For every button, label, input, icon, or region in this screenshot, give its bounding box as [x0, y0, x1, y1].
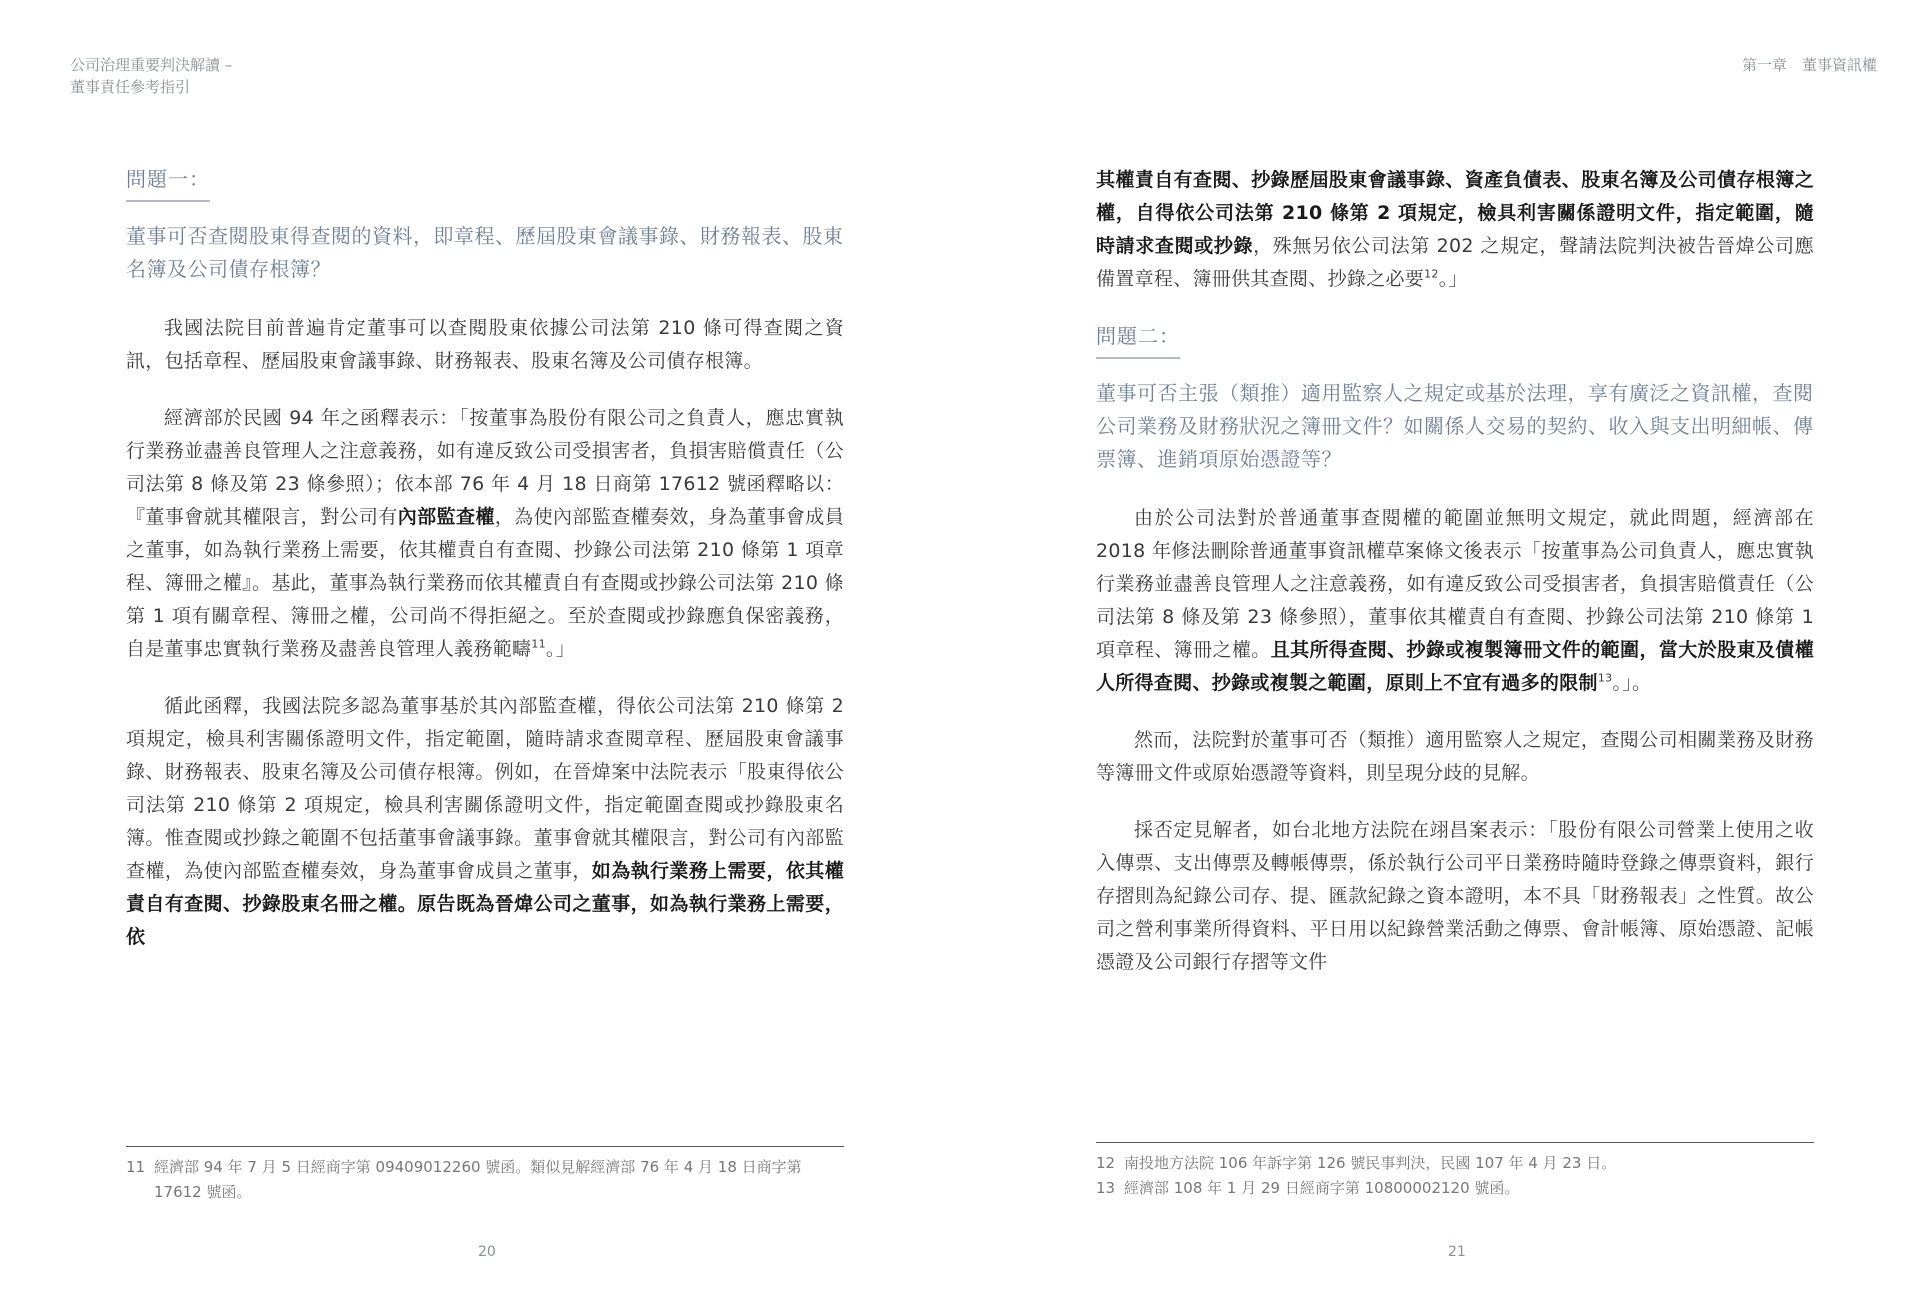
footnote: 11 經濟部 94 年 7 月 5 日經商字第 09409012260 號函。類似見解經濟部 76 年 4 月 18 日商字第 17612 號函。 [126, 1158, 802, 1201]
paragraph: 經濟部於民國 94 年之函釋表示：「按董事為股份有限公司之負責人，應忠實執行業務並盡善良管理人之注意義務，如有違反致公司受損害者，負損害賠償責任（公司法第 8 條及第 23 條參照）；依本部 76 年 4 月 18 日商第 17612 號函釋略以：『董事會就其權限言，對公司有內部監查權，為使內部監查權奏效，身為董事會成員之董事，如為執行業務上需要，依其權責自有查閱、抄錄公司法第 210 條第 1 項章程、簿冊之權』。基此，董事為執行業務而依其權責自有查閱或抄錄公司法第 210 條第 1 項有關章程、簿冊之權，公司尚不得拒絕之。至於查閱或抄錄應負保密義務，自是董事忠實執行業務及盡善良管理人義務範疇$^{11}$。」 [126, 407, 844, 660]
footnote: 12 南投地方法院 106 年訴字第 126 號民事判決，民國 107 年 4 月 23 日。 [1096, 1154, 1617, 1172]
footnote: 13 經濟部 108 年 1 月 29 日經商字第 10800002120 號函。 [1096, 1179, 1520, 1197]
question-2-text: 董事可否主張（類推）適用監察人之規定或基於法理，享有廣泛之資訊權，查閱公司業務及財務狀況之簿冊文件？如關係人交易的契約、收入與支出明細帳、傳票簿、進銷項原始憑證等？ [1096, 381, 1814, 471]
paragraph: 由於公司法對於普通董事查閱權的範圍並無明文規定，就此問題，經濟部在 2018 年修法刪除普通董事資訊權草案條文後表示「按董事為公司負責人，應忠實執行業務並盡善良管理人之注意義務，如有違反致公司受損害者，負損害賠償責任（公司法第 8 條及第 23 條參照），董事依其權責自有查閱、抄錄公司法第 210 條第 1 項章程、簿冊之權。且其所得查閱、抄錄或複製簿冊文件的範圍，當大於股東及債權人所得查閱、抄錄或複製之範圍，原則上不宜有過多的限制$^{13}$。」。 [1096, 507, 1815, 694]
paragraph: 採否定見解者，如台北地方法院在翊昌案表示：「股份有限公司營業上使用之收入傳票、支出傳票及轉帳傳票，係於執行公司平日業務時隨時登錄之傳票資料，銀行存摺則為紀錄公司存、提、匯款紀錄之資本證明，本不具「財務報表」之性質。故公司之營利事業所得資料、平日用以紀錄營業活動之傳票、會計帳簿、原始憑證、記帳憑證及公司銀行存摺等文件 [1096, 819, 1814, 973]
running-head-left [70, 54, 232, 98]
footnote-ref: 11 [531, 637, 546, 651]
paragraph: 其權責自有查閱、抄錄歷屆股東會議事錄、資產負債表、股東名簿及公司債存根簿之權，自得依公司法第 210 條第 2 項規定，檢具利害關係證明文件，指定範圍，隨時請求查閱或抄錄，殊無另依公司法第 202 之規定，聲請法院判決被告晉煒公司應備置章程、簿冊供其查閱、抄錄之必要$^{12}$。」 [1096, 169, 1814, 290]
footnotes-right [1096, 1142, 1814, 1201]
footnotes-left [126, 1146, 844, 1205]
book-title: 公司治理重要判決解讀 – [70, 56, 233, 74]
book-subtitle: 董事責任參考指引 [70, 78, 191, 96]
right-content [1096, 164, 1814, 1003]
question-1-text: 董事可否查閱股東得查閱的資料，即章程、歷屆股東會議事錄、財務報表、股東名簿及公司債存根簿？ [126, 224, 844, 281]
footnote-ref: 13 [1597, 671, 1613, 685]
page-number: 21 [1448, 1244, 1466, 1260]
footnote-rule [1096, 1142, 1814, 1143]
question-2-heading: 問題二： [1096, 320, 1180, 359]
left-content [126, 163, 844, 978]
page-number: 20 [478, 1244, 496, 1260]
paragraph: 我國法院目前普遍肯定董事可以查閱股東依據公司法第 210 條可得查閱之資訊，包括章程、歷屆股東會議事錄、財務報表、股東名簿及公司債存根簿。 [126, 317, 844, 372]
running-head-right: 第一章 董事資訊權 [1741, 56, 1877, 74]
footnote-rule [126, 1146, 844, 1147]
paragraph: 循此函釋，我國法院多認為董事基於其內部監查權，得依公司法第 210 條第 2 項規定，檢具利害關係證明文件，指定範圍，隨時請求查閱章程、歷屆股東會議事錄、財務報表、股東名簿及公司債存根簿。例如，在晉煒案中法院表示「股東得依公司法第 210 條第 2 項規定，檢具利害關係證明文件，指定範圍查閱或抄錄股東名簿。惟查閱或抄錄之範圍不包括董事會議事錄。董事會就其權限言，對公司有內部監查權，為使內部監查權奏效，身為董事會成員之董事，如為執行業務上需要，依其權責自有查閱、抄錄股東名冊之權。原告既為晉煒公司之董事，如為執行業務上需要，依 [126, 695, 844, 948]
question-1-heading: 問題一： [126, 163, 210, 202]
paragraph: 然而，法院對於董事可否（類推）適用監察人之規定，查閱公司相關業務及財務等簿冊文件或原始憑證等資料，則呈現分歧的見解。 [1096, 729, 1814, 784]
footnote-ref: 12 [1424, 267, 1439, 281]
right-page [960, 0, 1920, 1299]
